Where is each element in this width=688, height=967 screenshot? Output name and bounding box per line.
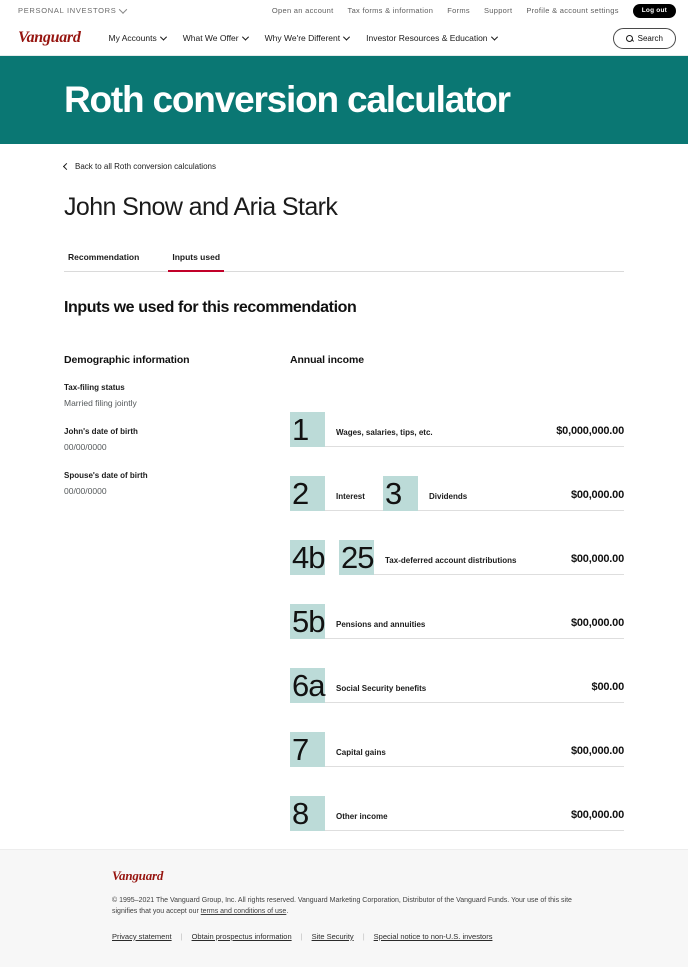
utility-link-tax-forms[interactable]: Tax forms & information xyxy=(347,6,434,15)
income-row xyxy=(290,703,624,767)
logout-button[interactable]: Log out xyxy=(633,4,676,18)
income-row-amount: $00,000.00 xyxy=(570,553,624,565)
chevron-down-icon xyxy=(491,33,498,40)
income-badge xyxy=(290,476,325,511)
badge-number: 8 xyxy=(292,796,309,831)
income-row-label: Social Security benefits xyxy=(336,684,427,693)
utility-link-support[interactable]: Support xyxy=(483,6,513,15)
income-row-label: Interest xyxy=(336,492,365,501)
income-row-amount: $00,000.00 xyxy=(570,809,624,821)
income-row-label: Wages, salaries, tips, etc. xyxy=(336,428,433,437)
person-title: John Snow and Aria Stark xyxy=(64,193,338,221)
nav-item-label: Investor Resources & Education xyxy=(366,33,488,43)
demographic-value-tax-filing-status: Married filing jointly xyxy=(64,398,137,408)
nav-item-label: What We Offer xyxy=(182,33,239,43)
income-badge xyxy=(290,732,325,767)
income-row-amount: $0,000,000.00 xyxy=(556,425,624,437)
demographic-label-johns-dob: John's date of birth xyxy=(64,427,138,436)
income-row-label: Other income xyxy=(336,812,388,821)
income-badge xyxy=(290,604,325,639)
income-row xyxy=(290,575,624,639)
page-title: Roth conversion calculator xyxy=(64,79,510,120)
income-row-body xyxy=(325,681,624,703)
chevron-down-icon xyxy=(343,33,350,40)
income-row-amount: $00,000.00 xyxy=(570,745,624,757)
badge-number: 5b xyxy=(292,604,325,639)
income-row-amount: $00,000.00 xyxy=(570,489,624,501)
income-badge xyxy=(290,412,325,447)
demographic-value-spouse-dob: 00/00/0000 xyxy=(64,486,107,496)
personal-investors-selector[interactable] xyxy=(18,6,126,15)
footer-link-separator: | xyxy=(362,931,365,941)
income-row-label: Tax-deferred account distributions xyxy=(385,556,517,565)
badge-number: 2 xyxy=(292,476,309,511)
income-row-body xyxy=(325,492,383,511)
income-row-body xyxy=(325,745,624,767)
demographic-label-spouse-dob: Spouse's date of birth xyxy=(64,471,148,480)
footer-link-separator: | xyxy=(180,931,183,941)
search-button[interactable] xyxy=(613,28,676,49)
tab-inputs-used[interactable]: Inputs used xyxy=(168,252,224,272)
footer-link-site-security[interactable]: Site Security xyxy=(311,931,354,941)
utility-link-forms[interactable]: Forms xyxy=(447,6,470,15)
demographic-section xyxy=(64,354,290,831)
badge-number: 4b xyxy=(292,540,325,575)
badge-number: 6a xyxy=(292,668,325,703)
income-badge xyxy=(290,540,325,575)
income-row xyxy=(290,639,624,703)
footer-link-special-notice[interactable]: Special notice to non-U.S. investors xyxy=(373,931,493,941)
footer-vanguard-logo: Vanguard xyxy=(112,868,164,883)
income-row xyxy=(290,447,624,511)
income-row-body xyxy=(325,809,624,831)
chevron-down-icon xyxy=(242,33,249,40)
footer-copyright-text-1: © 1995–2021 The Vanguard Group, Inc. All rights reserved. Vanguard Marketing Corporation, Distributor of the Vanguard Funds. Your use of this site signifies that you accept our xyxy=(112,897,572,915)
hero-banner xyxy=(0,56,688,144)
income-badge xyxy=(290,668,325,703)
income-row-label: Dividends xyxy=(429,492,468,501)
section-title: Inputs we used for this recommendation xyxy=(64,299,357,316)
income-row-amount: $00,000.00 xyxy=(570,617,624,629)
annual-income-heading: Annual income xyxy=(290,354,364,366)
footer-links xyxy=(112,932,624,941)
income-badge xyxy=(339,540,374,575)
income-badge xyxy=(290,796,325,831)
main-content xyxy=(0,162,688,831)
income-row-label: Capital gains xyxy=(336,748,386,757)
badge-number: 3 xyxy=(385,476,402,511)
personal-investors-label: PERSONAL INVESTORS xyxy=(18,6,117,15)
nav-item-label: Why We're Different xyxy=(264,33,341,43)
nav-item-what-we-offer[interactable] xyxy=(183,33,248,43)
demographic-label-tax-filing-status: Tax-filing status xyxy=(64,383,125,392)
search-icon xyxy=(626,35,633,42)
footer-link-obtain-prospectus[interactable]: Obtain prospectus information xyxy=(191,931,292,941)
income-row-body xyxy=(374,553,624,575)
vanguard-logo[interactable]: Vanguard xyxy=(18,29,81,46)
utility-links xyxy=(272,4,676,18)
page-footer xyxy=(0,849,688,967)
footer-copyright xyxy=(112,896,582,918)
nav-item-investor-resources[interactable] xyxy=(366,33,496,43)
footer-copyright-text-2: . xyxy=(286,907,289,915)
income-row-amount: $00.00 xyxy=(591,681,624,693)
badge-number: 25 xyxy=(341,540,374,575)
demographic-heading: Demographic information xyxy=(64,354,190,366)
nav-item-why-were-different[interactable] xyxy=(265,33,349,43)
income-row-body xyxy=(325,425,624,447)
nav-item-label: My Accounts xyxy=(108,33,157,43)
nav-items xyxy=(109,33,497,43)
income-row xyxy=(290,383,624,447)
chevron-left-icon xyxy=(63,163,70,170)
nav-item-my-accounts[interactable] xyxy=(109,33,166,43)
back-link-label: Back to all Roth conversion calculations xyxy=(75,162,216,171)
income-row-label: Pensions and annuities xyxy=(336,620,426,629)
annual-income-section xyxy=(290,354,624,831)
badge-number: 7 xyxy=(292,732,309,767)
utility-link-profile-settings[interactable]: Profile & account settings xyxy=(526,6,619,15)
income-row xyxy=(290,767,624,831)
utility-bar xyxy=(0,0,688,21)
income-badge xyxy=(383,476,418,511)
demographic-value-johns-dob: 00/00/0000 xyxy=(64,442,107,452)
chevron-down-icon xyxy=(160,33,167,40)
chevron-down-icon xyxy=(119,5,127,13)
footer-terms-link[interactable]: terms and conditions of use xyxy=(200,907,287,915)
income-row-body xyxy=(418,489,624,511)
tab-recommendation[interactable]: Recommendation xyxy=(68,252,140,262)
utility-link-open-an-account[interactable]: Open an account xyxy=(271,6,334,15)
tab-bar xyxy=(64,252,624,272)
badge-number: 1 xyxy=(292,412,309,447)
search-button-label: Search xyxy=(637,33,663,43)
income-row xyxy=(290,511,624,575)
main-navigation xyxy=(0,21,688,56)
footer-link-separator: | xyxy=(300,931,303,941)
footer-link-privacy-statement[interactable]: Privacy statement xyxy=(112,931,172,941)
content-columns xyxy=(64,354,624,831)
income-row-body xyxy=(325,617,624,639)
back-link[interactable] xyxy=(64,162,624,171)
